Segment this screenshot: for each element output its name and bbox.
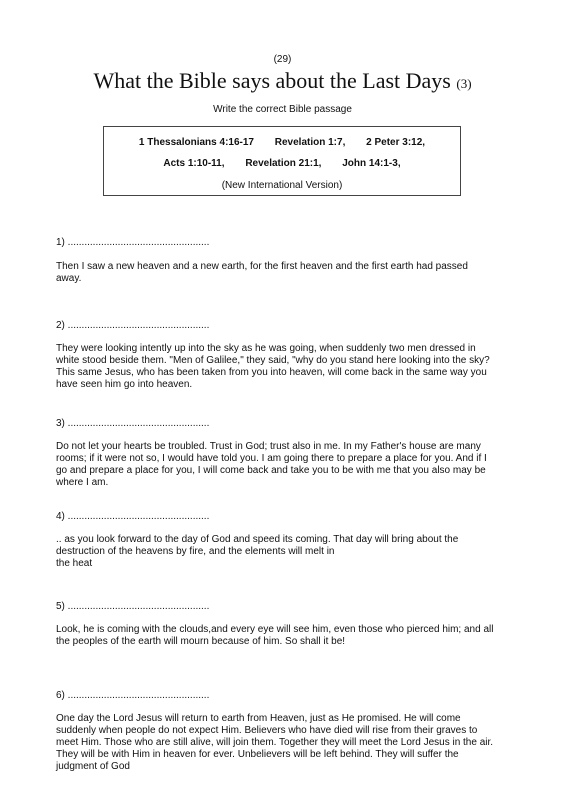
reference: 2 Peter 3:12, (366, 137, 426, 148)
answer-blank: 5) ................................................... (56, 601, 210, 612)
question-3 (56, 418, 516, 489)
passage-line: Do not let your hearts be troubled. Trust in God; trust also in me. In my Father's house are many (56, 441, 481, 452)
references-row-1 (104, 137, 460, 148)
question-6 (56, 690, 516, 773)
passage-line: .. as you look forward to the day of God and speed its coming. That day will bring about the (56, 534, 459, 545)
reference: Revelation 1:7, (274, 137, 346, 148)
answer-blank: 1) ................................................... (56, 237, 210, 248)
passage-line: This same Jesus, who has been taken from you into heaven, will come back in the same way you (56, 367, 487, 378)
passage-text (56, 261, 516, 285)
answer-blank: 3) ................................................... (56, 418, 210, 429)
passage-line: have seen him go into heaven. (56, 379, 193, 390)
passage-text (56, 713, 516, 773)
passage-line: the peoples of the earth will mourn because of him. So shall it be! (56, 636, 346, 647)
question-2 (56, 320, 516, 391)
passage-line: the heat (56, 558, 93, 569)
passage-line: where I am. (56, 477, 109, 488)
passage-line: They were looking intently up into the sky as he was going, when suddenly two men dressed in (56, 343, 476, 354)
passage-line: white stood beside them. "Men of Galilee," they said, "why do you stand here looking into the sky? (56, 355, 490, 366)
page-title (0, 68, 565, 94)
passage-line: Look, he is coming with the clouds,and every eye will see him, even those who pierced him; and all (56, 624, 494, 635)
answer-blank: 2) ................................................... (56, 320, 210, 331)
passage-line: meet Him. Those who are still alive, will join them. Together they will meet the Lord Jesus in the air. (56, 737, 494, 748)
passage-text (56, 534, 516, 570)
reference: 1 Thessalonians 4:16-17 (138, 137, 254, 148)
references-row-2 (104, 158, 460, 169)
passage-line: They will be with Him in heaven for ever. Unbelievers will be left behind. They will suffer the (56, 749, 459, 760)
reference: Revelation 21:1, (245, 158, 322, 169)
bible-version: (New International Version) (221, 180, 343, 191)
passage-line: go and prepare a place for you, I will come back and take you to be with me that you also may be (56, 465, 486, 476)
passage-line: away. (56, 273, 82, 284)
question-5 (56, 601, 516, 648)
passage-line: Then I saw a new heaven and a new earth, for the first heaven and the first earth had passed (56, 261, 468, 272)
instruction: Write the correct Bible passage (213, 104, 352, 115)
passage-line: rooms; if it were not so, I would have told you. I am going there to prepare a place for you. And if I (56, 453, 487, 464)
passage-line: destruction of the heavens by fire, and the elements will melt in (56, 546, 335, 557)
passage-line: judgment of God (56, 761, 130, 772)
answer-blank: 6) ................................................... (56, 690, 210, 701)
question-4 (56, 511, 516, 570)
passage-text (56, 624, 516, 648)
question-1 (56, 237, 516, 285)
answer-blank: 4) ................................................... (56, 511, 210, 522)
passage-line: One day the Lord Jesus will return to earth from Heaven, just as He promised. He will come (56, 713, 461, 724)
title-part-number: (3) (456, 76, 472, 91)
references-box (103, 126, 461, 196)
passage-text (56, 343, 516, 391)
passage-text (56, 441, 516, 489)
title-main: What the Bible says about the Last Days (93, 68, 451, 93)
reference: Acts 1:10-11, (163, 158, 225, 169)
reference: John 14:1-3, (342, 158, 401, 169)
page-number: (29) (273, 54, 292, 65)
passage-line: suddenly when people do not expect Him. Believers who have died will rise from their graves to (56, 725, 478, 736)
